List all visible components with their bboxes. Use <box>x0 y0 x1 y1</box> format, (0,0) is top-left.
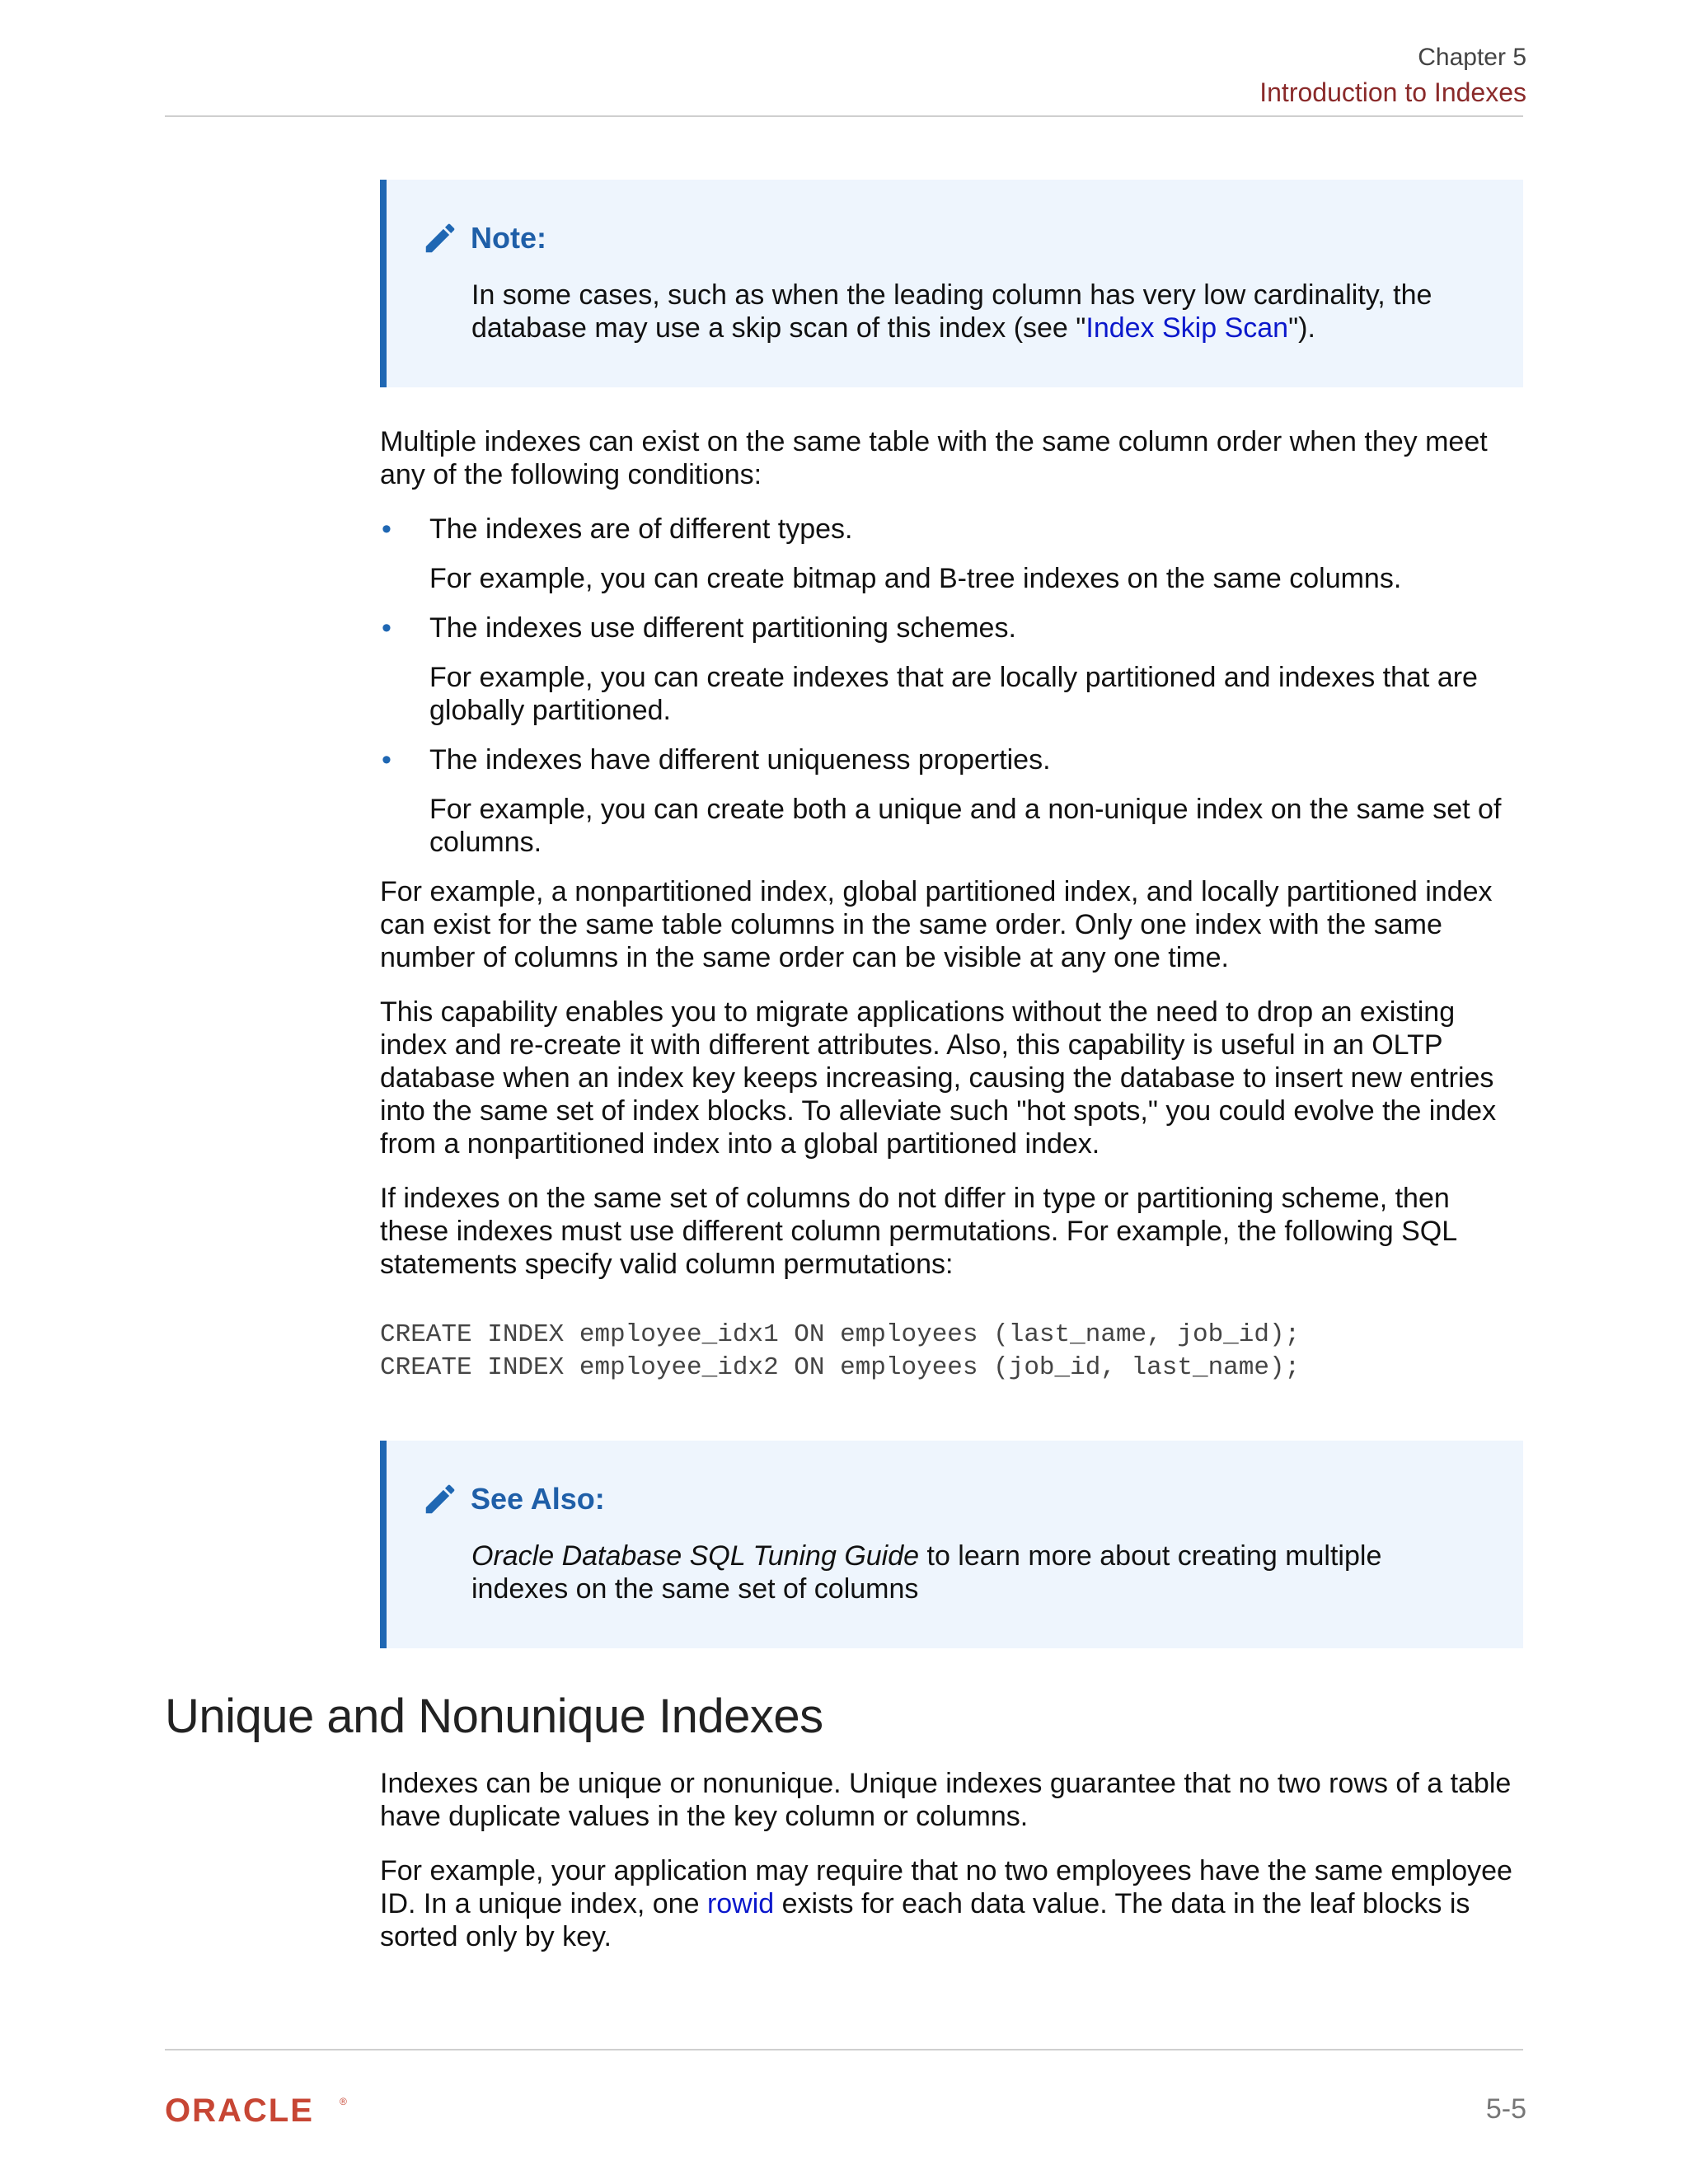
note-text-after: "). <box>1288 312 1315 344</box>
main-content <box>380 425 1523 1385</box>
paragraph-1: For example, a nonpartitioned index, global partitioned index, and locally partitioned index can exist for the same table columns in the same order. Only one index with the same number of columns in the same order can be visible at any one time. <box>380 876 1493 973</box>
note-title <box>421 219 546 257</box>
note-text-before: In some cases, such as when the leading column has very low cardinality, the database may use a skip scan of this index (see " <box>471 279 1432 344</box>
paragraph-2: This capability enables you to migrate applications without the need to drop an existing index and re-create it with different attributes. Also, this capability is useful in an OLTP database when an index key keeps increasing, causing the database to insert new entries into the same set of index blocks. To alleviate such "hot spots," you could evolve the index from a nonpartitioned index into a global partitioned index. <box>380 996 1497 1160</box>
footer-rule <box>165 2049 1523 2050</box>
see-also-title <box>421 1480 605 1518</box>
see-also-title-text: See Also: <box>471 1482 605 1516</box>
index-skip-scan-link[interactable]: Index Skip Scan <box>1085 312 1289 344</box>
header-rule <box>165 115 1523 117</box>
see-also-callout <box>380 1441 1523 1648</box>
see-also-description: to learn more about creating multiple indexes on the same set of columns <box>471 1540 1382 1605</box>
page-number: 5-5 <box>1485 2093 1526 2125</box>
paragraph-3: If indexes on the same set of columns do not differ in type or partitioning scheme, then these indexes must use different column permutations. For example, the following SQL statements specify valid column permutations: <box>380 1183 1456 1280</box>
oracle-logo-icon <box>165 2092 363 2128</box>
list-item <box>380 612 1523 727</box>
chapter-label: Chapter 5 <box>1418 44 1526 71</box>
sql-tuning-guide-title: Oracle Database SQL Tuning Guide <box>471 1540 920 1572</box>
oracle-logo <box>165 2092 363 2132</box>
intro-paragraph: Multiple indexes can exist on the same table with the same column order when they meet any of the following conditions: <box>380 426 1488 490</box>
bullet-detail: For example, you can create bitmap and B-tree indexes on the same columns. <box>429 563 1402 594</box>
bullet-main: The indexes use different partitioning schemes. <box>429 612 1016 644</box>
bullet-main: The indexes have different uniqueness properties. <box>429 744 1051 776</box>
section-content <box>380 1767 1523 1953</box>
section-heading: Unique and Nonunique Indexes <box>165 1690 823 1743</box>
bullet-icon: • <box>382 513 392 545</box>
bullet-icon: • <box>382 744 392 776</box>
oracle-wordmark: ORACLE <box>165 2093 314 2128</box>
para5-after: exists for each data value. The data in the leaf blocks is sorted only by key. <box>380 1888 1470 1952</box>
list-item <box>380 743 1523 859</box>
bullet-main: The indexes are of different types. <box>429 513 853 545</box>
pencil-icon <box>421 1480 459 1518</box>
section-label: Introduction to Indexes <box>1259 77 1526 107</box>
see-also-text <box>471 1540 1474 1605</box>
page-header <box>1259 41 1526 110</box>
conditions-list <box>380 513 1523 859</box>
note-title-text: Note: <box>471 221 546 255</box>
paragraph-5 <box>380 1854 1523 1953</box>
para5-before: For example, your application may require that no two employees have the same employee ID. In a unique index, one <box>380 1855 1512 1919</box>
bullet-detail: For example, you can create indexes that are locally partitioned and indexes that are globally partitioned. <box>429 662 1478 726</box>
paragraph-4: Indexes can be unique or nonunique. Unique indexes guarantee that no two rows of a table have duplicate values in the key column or columns. <box>380 1768 1512 1832</box>
pencil-icon <box>421 219 459 257</box>
svg-text:®: ® <box>340 2096 347 2107</box>
code-block <box>380 1319 1523 1385</box>
list-item <box>380 513 1523 595</box>
code-line: CREATE INDEX employee_idx2 ON employees (job_id, last_name); <box>380 1353 1301 1382</box>
note-callout <box>380 180 1523 387</box>
bullet-detail: For example, you can create both a unique and a non-unique index on the same set of columns. <box>429 794 1502 858</box>
note-text <box>471 279 1474 344</box>
code-line: CREATE INDEX employee_idx1 ON employees (last_name, job_id); <box>380 1320 1301 1349</box>
bullet-icon: • <box>382 612 392 644</box>
rowid-link[interactable]: rowid <box>706 1888 775 1919</box>
